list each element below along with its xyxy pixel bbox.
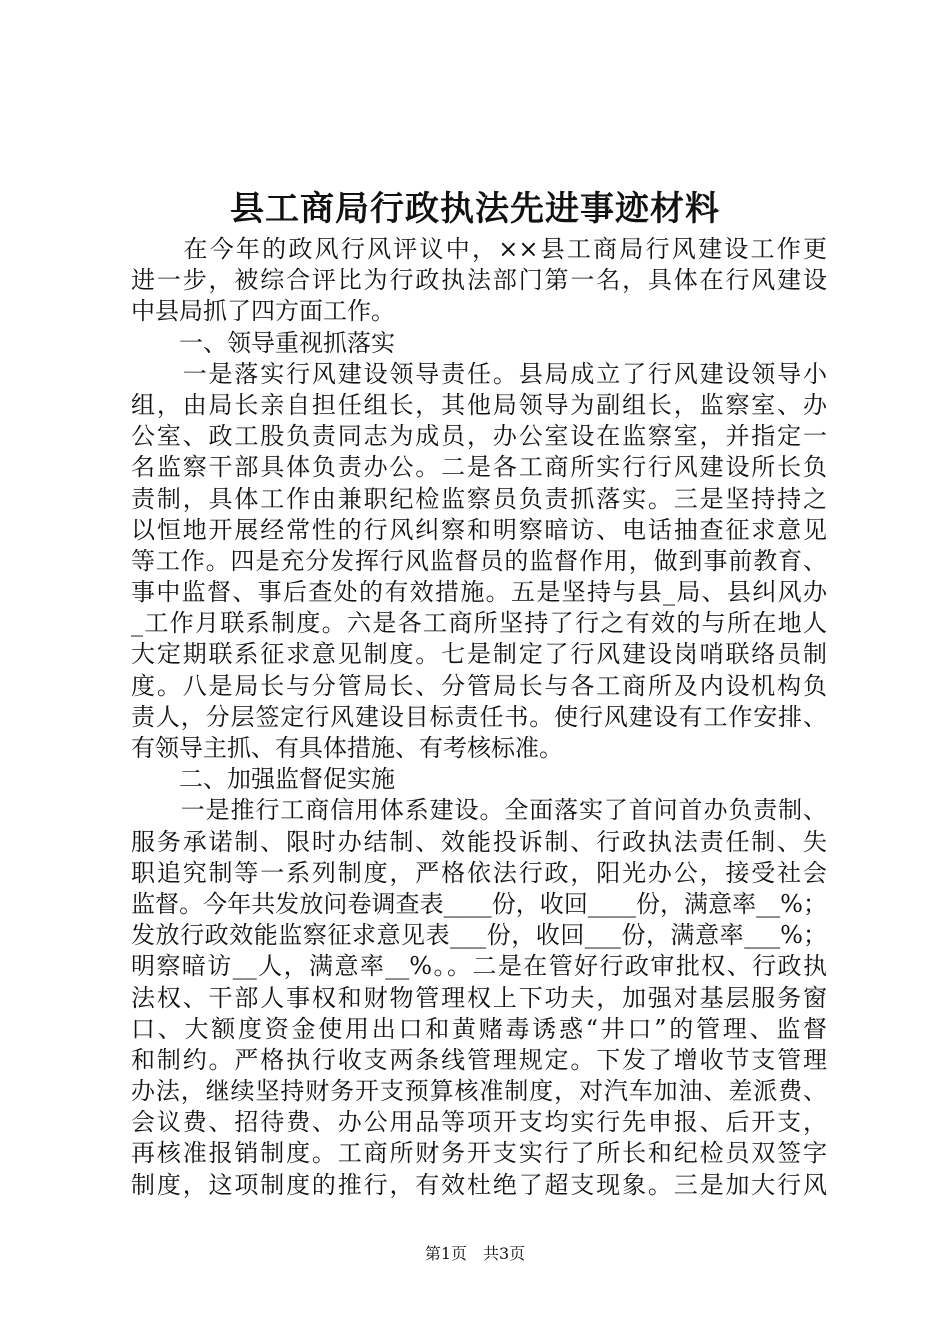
body-line: 职追究制等一系列制度，严格依法行政，阳光办公，接受社会 (131, 858, 827, 887)
body-line: 会议费、招待费、办公用品等项开支均实行先申报、后开支， (131, 1108, 827, 1137)
body-line: 法权、干部人事权和财物管理权上下功夫，加强对基层服务窗 (131, 983, 827, 1012)
body-line: 名监察干部具体负责办公。二是各工商所实行行风建设所长负 (131, 453, 827, 482)
page-footer: 第1页 共3页 (424, 1244, 526, 1263)
body-line: 再核准报销制度。工商所财务开支实行了所长和纪检员双签字 (131, 1139, 827, 1168)
body-line: 和制约。严格执行收支两条线管理规定。下发了增收节支管理 (131, 1045, 827, 1074)
body-line: 一是落实行风建设领导责任。县局成立了行风建设领导小 (131, 359, 827, 388)
body-line: 以恒地开展经常性的行风纠察和明察暗访、电话抽查征求意见 (131, 515, 827, 544)
body-line: 发放行政效能监察征求意见表___份，收回___份，满意率___%； (131, 921, 827, 950)
document-body (131, 234, 827, 1201)
body-line: 有领导主抓、有具体措施、有考核标准。 (131, 734, 563, 762)
body-line: 一、领导重视抓落实 (131, 328, 395, 357)
body-line: _工作月联系制度。六是各工商所坚持了行之有效的与所在地人 (131, 609, 827, 638)
body-line: 责制，具体工作由兼职纪检监察员负责抓落实。三是坚持持之 (131, 484, 827, 513)
body-line: 组，由局长亲自担任组长，其他局领导为副组长，监察室、办 (131, 390, 827, 419)
body-line: 等工作。四是充分发挥行风监督员的监督作用，做到事前教育、 (131, 546, 827, 575)
body-line: 公室、政工股负责同志为成员，办公室设在监察室，并指定一 (131, 422, 827, 451)
body-line: 监督。今年共发放问卷调查表____份，收回____份，满意率__%； (131, 889, 827, 918)
body-line: 口、大额度资金使用出口和黄赌毒诱惑“井口”的管理、监督 (131, 1014, 827, 1043)
body-line: 服务承诺制、限时办结制、效能投诉制、行政执法责任制、失 (131, 827, 827, 856)
body-line: 大定期联系征求意见制度。七是制定了行风建设岗哨联络员制 (131, 640, 827, 669)
body-line: 明察暗访__人，满意率__%。。二是在管好行政审批权、行政执 (131, 952, 827, 981)
body-line: 办法，继续坚持财务开支预算核准制度，对汽车加油、差派费、 (131, 1077, 827, 1106)
body-line: 制度，这项制度的推行，有效杜绝了超支现象。三是加大行风 (131, 1170, 827, 1199)
document-title: 县工商局行政执法先进事迹材料 (230, 189, 720, 229)
body-line: 中县局抓了四方面工作。 (131, 297, 395, 326)
body-line: 事中监督、事后查处的有效措施。五是坚持与县_局、县纠风办 (131, 578, 827, 607)
body-line: 进一步，被综合评比为行政执法部门第一名，具体在行风建设 (131, 266, 827, 295)
body-line: 一是推行工商信用体系建设。全面落实了首问首办负责制、 (131, 796, 827, 825)
body-line: 在今年的政风行风评议中，××县工商局行风建设工作更 (131, 235, 827, 263)
body-line: 责人，分层签定行风建设目标责任书。使行风建设有工作安排、 (131, 702, 827, 731)
body-line: 度。八是局长与分管局长、分管局长与各工商所及内设机构负 (131, 671, 827, 700)
body-line: 二、加强监督促实施 (131, 765, 395, 794)
